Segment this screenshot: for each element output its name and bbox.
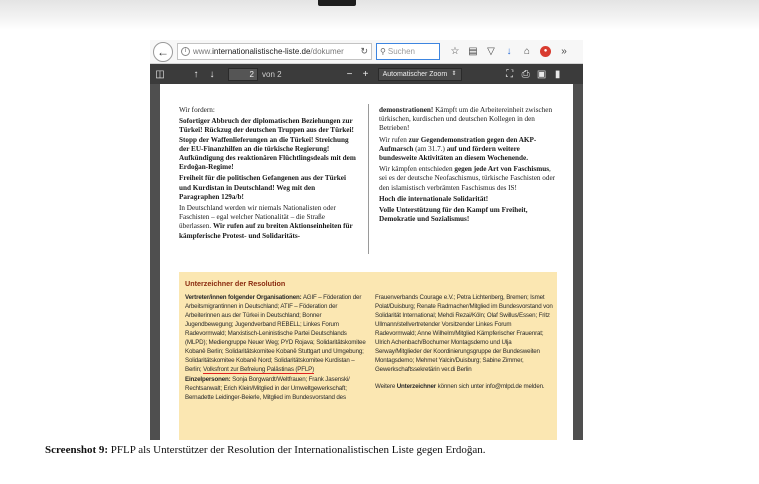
- save-icon[interactable]: ▣: [536, 68, 547, 80]
- url-text: www.internationalistische-liste.de/dokumer: [193, 47, 344, 56]
- pflp-highlight: Volksfront zur Befreiung Palästinas (PFLP): [203, 366, 315, 373]
- right-column: [379, 106, 557, 226]
- organisations-list: Vertreter/innen folgender Organisationen: AGIF – Föderation der Arbeitsmigrantinnen in Deutschland; ATIF – Föderation der Arbeiterinnen aus der Türkei in Deutschland; Bonner Jugendbewegung; Jugendverband REBELL; Linkes Forum Radevormwald; Marxistisch-Leninistische Partei Deutschlands (MLPD); Mediengruppe Neuer Weg; PYD Rojava; Solidaritätskomitee Kobanê Berlin; Solidaritätskomitee Kobanê Stuttgart und Umgebung; Solidaritätskomitee Kobanê Nord; Solidaritätskomitee Kurdistan – Berlin; Volksfront zur Befreiung Palästinas (PFLP): [185, 294, 366, 373]
- search-bar[interactable]: [376, 43, 440, 60]
- right-paragraph-2: Wir rufen zur Gegendemonstration gegen den AKP-Aufmarsch (am 31.7.) auf und fördern weitere bundesweite Aktivitäten an diesem Wochenende.: [379, 135, 537, 163]
- right-paragraph-1: demonstrationen! Kämpft um die Arbeitereinheit zwischen türkischen, kurdischen und deutschen Kollegen in den Betrieben!: [379, 106, 553, 133]
- pdf-viewer[interactable]: [150, 84, 583, 440]
- page-total: von 2: [262, 69, 282, 79]
- column-divider: [368, 104, 369, 254]
- individuals-list: Einzelpersonen: Sonja Borgwardt/Weltfrauen; Frank Jasenski/ Rechtsanwalt; Erich Klein/Mitglied in der Umweltgewerkschaft; Bernadette Leidinger-Beierle, Mitglied im Bundesvorstand des: [185, 376, 350, 401]
- demand-paragraph-2: Freiheit für die politischen Gefangenen aus der Türkei und Kurdistan in Deutschland! Weg mit den Paragraphen 129a/b!: [179, 174, 346, 201]
- home-icon[interactable]: ⌂: [523, 46, 531, 57]
- arrow-left-icon: ←: [157, 44, 169, 59]
- right-paragraph-4: Hoch die internationale Solidarität!: [379, 194, 489, 203]
- more-signatories-note: Weitere Unterzeichner können sich unter info@mlpd.de melden.: [375, 383, 545, 390]
- download-icon[interactable]: ↓: [506, 46, 512, 57]
- back-button[interactable]: [153, 42, 173, 62]
- pocket-icon[interactable]: ▽: [487, 46, 495, 57]
- browser-navbar: [150, 40, 583, 64]
- signatories-left-column: [185, 293, 367, 403]
- page-number-input[interactable]: 2: [228, 68, 258, 81]
- reload-icon[interactable]: ↻: [360, 46, 368, 56]
- search-input[interactable]: Suchen: [387, 47, 415, 56]
- print-icon[interactable]: ⎙: [521, 68, 530, 80]
- previous-page-icon[interactable]: ↑: [193, 68, 199, 80]
- signatories-right-column: [375, 293, 553, 392]
- search-icon: ⚲: [380, 47, 386, 56]
- right-paragraph-3: Wir kämpfen entschieden gegen jede Art von Faschismus, sei es der deutsche Neofaschismus, türkische Faschisten oder den islamistisch verbrämten Faschismus des IS!: [379, 165, 556, 192]
- demand-intro: Wir fordern:: [179, 106, 215, 114]
- pdf-page: [160, 84, 573, 440]
- info-icon[interactable]: i: [181, 47, 190, 56]
- demand-paragraph-1: Sofortiger Abbruch der diplomatischen Beziehungen zur Türkei! Rückzug der deutschen Truppen aus der Türkei! Stopp der Waffenlieferungen an die Türkei! Streichung der EU-Finanzhilfen an die türkische Regierung! Aufkündigung des reaktionären Flüchtlingsdeals mit dem Erdoğan-Regime!: [179, 117, 356, 172]
- right-paragraph-5: Volle Unterstützung für den Kampf um Freiheit, Demokratie und Sozialismus!: [379, 206, 528, 224]
- toolbar-icons: [446, 46, 573, 57]
- browser-window: [150, 40, 583, 440]
- url-bar[interactable]: [177, 43, 372, 60]
- reading-list-icon[interactable]: ▤: [468, 46, 478, 57]
- top-background: [0, 0, 759, 30]
- sidebar-toggle-icon[interactable]: ◫: [155, 68, 165, 80]
- demand-paragraph-3: In Deutschland werden wir niemals Nationalisten oder Faschisten – egal welcher Nationalität – die Straße überlassen. Wir rufen auf zu breiten Aktionseinheiten für kämpferische Protest- und Solidaritäts-: [179, 204, 353, 240]
- next-page-icon[interactable]: ↓: [209, 68, 215, 80]
- fullscreen-icon[interactable]: ⛶: [506, 68, 514, 80]
- left-column: [179, 106, 357, 243]
- signatories-box: [179, 272, 557, 440]
- chevron-updown-icon: ⇕: [451, 70, 457, 77]
- zoom-in-icon[interactable]: +: [362, 68, 369, 80]
- bookmark-icon[interactable]: ▮: [554, 68, 561, 80]
- top-tab-marker: [318, 0, 356, 6]
- zoom-select[interactable]: Automatischer Zoom ⇕: [378, 68, 462, 81]
- overflow-menu-icon[interactable]: »: [561, 46, 567, 57]
- pdf-toolbar: [150, 64, 583, 84]
- bookmark-star-icon[interactable]: ☆: [450, 46, 460, 57]
- signatories-title: Unterzeichner der Resolution: [185, 279, 286, 288]
- zoom-out-icon[interactable]: −: [346, 68, 353, 80]
- figure-caption: Screenshot 9: PFLP als Unterstützer der Resolution der Internationalistischen Liste gegen Erdoğan.: [45, 444, 486, 456]
- individuals-list-continued: Frauenverbands Courage e.V.; Petra Lichtenberg, Bremen; Ismet Polat/Duisburg; Renate Radmacher/Mitglied im Bundesvorstand von Solidarität International; Mehdi Rezai/Köln; Olaf Swillus/Essen; Fritz Ullmann/stellvertretender Vorsitzender Linkes Forum Radevormwald; Anne Wilhelm/Mitglied Kämpferischer Frauenrat; Ulrich Achenbach/Bochumer Montagsdemo und Ulja Serway/Mitglieder der Koordinierungsgruppe der Bundesweiten Montagsdemo; Mehmet Yalcin/Duisburg; Sabine Zimmer, Gewerkschaftssekretärin ver.di Berlin: [375, 294, 553, 373]
- addon-icon[interactable]: ●: [540, 46, 551, 57]
